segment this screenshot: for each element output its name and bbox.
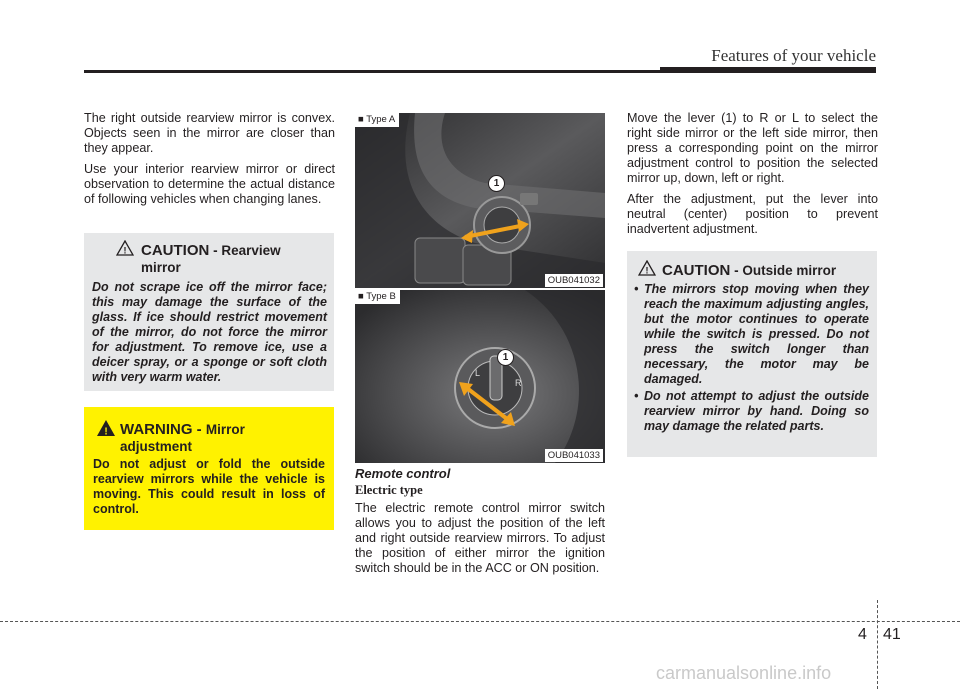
caution-triangle-icon [116, 240, 134, 256]
caution-triangle-icon [638, 260, 656, 276]
footer-rule [0, 621, 960, 622]
remote-control-heading: Remote control [355, 466, 451, 481]
svg-text:!: ! [645, 265, 649, 276]
section-title: Features of your vehicle [711, 46, 876, 65]
photo-type-b [355, 290, 605, 463]
photo-type-a [355, 113, 605, 288]
interior-mirror-paragraph: Use your interior rearview mirror or direct observation to determine the actual distance of following vehicles when changing lanes. [84, 162, 335, 206]
callout-1-badge: 1 [488, 175, 505, 192]
electric-type-subheading: Electric type [355, 483, 423, 497]
warning-body: Do not adjust or fold the outside rearview mirrors while the vehicle is moving. This could result in loss of control. [93, 457, 325, 516]
caution-outside-list [634, 282, 869, 434]
photo-b-code: OUB041033 [545, 449, 603, 462]
callout-1-badge: 1 [497, 349, 514, 366]
watermark: carmanualsonline.info [656, 663, 832, 683]
caution-rearview-heading [141, 242, 321, 276]
footer-divider [877, 600, 878, 689]
warning-label: WARNING - [120, 421, 206, 438]
remote-control-body: The electric remote control mirror switch allows you to adjust the position of the left and right outside rearview mirrors. To adjust the position of either mirror the ignition switch should be in the ACC or ON position. [355, 501, 605, 575]
mirror-switch-type-a-illustration [355, 113, 605, 288]
svg-text:R: R [515, 378, 522, 388]
type-a-label: ■ Type A [355, 113, 399, 127]
neutral-position-paragraph: After the adjustment, put the lever into neutral (center) position to prevent inadvertent adjustment. [627, 192, 878, 236]
lever-instruction-paragraph: Move the lever (1) to R or L to select the right side mirror or the left side mirror, then press a corresponding point on the mirror adjustment control to position the selected mirror up, down, left or right. [627, 111, 878, 185]
warning-heading [120, 421, 320, 455]
right-column [627, 111, 878, 243]
bullet-icon: • [634, 282, 639, 296]
caution-rearview-box [84, 233, 334, 391]
convex-mirror-paragraph: The right outside rearview mirror is convex. Objects seen in the mirror are closer than they appear. [84, 111, 335, 155]
svg-text:L: L [475, 368, 481, 378]
caution-rearview-title: - Rearview mirror [141, 243, 281, 275]
caution-label: CAUTION [662, 262, 731, 279]
svg-text:!: ! [104, 426, 108, 437]
left-column [84, 111, 335, 213]
type-b-label: ■ Type B [355, 290, 400, 304]
caution-outside-box [627, 251, 877, 457]
caution-bullet-1: The mirrors stop moving when they reach the maximum adjusting angles, but the motor continues to operate while the switch is pressed. Do not press the switch longer than necessary, the motor may be damaged. [644, 282, 869, 386]
caution-outside-heading [662, 262, 872, 279]
caution-bullet-2: Do not attempt to adjust the outside rearview mirror by hand. Doing so may damage the related parts. [644, 389, 869, 433]
svg-text:!: ! [123, 245, 127, 256]
header-rule-accent [660, 67, 876, 73]
chapter-number: 4 [858, 626, 867, 643]
list-item [634, 282, 869, 387]
photo-a-code: OUB041032 [545, 274, 603, 287]
list-item [634, 389, 869, 434]
mirror-switch-type-b-illustration [355, 290, 605, 463]
page-number: 41 [883, 626, 901, 643]
caution-label: CAUTION [141, 242, 210, 259]
warning-triangle-icon [96, 419, 116, 437]
caution-outside-title: - Outside mirror [730, 263, 837, 278]
caution-rearview-body: Do not scrape ice off the mirror face; this may damage the surface of the glass. If ice should restrict movement of the mirror, do not force the mirror for adjustment. To remove ice, use a deicer spray, or a sponge or soft cloth with very warm water. [92, 280, 327, 384]
bullet-icon: • [634, 389, 639, 403]
remote-control-section [355, 466, 605, 576]
warning-title: Mirror adjustment [120, 422, 245, 454]
warning-mirror-box [84, 407, 334, 530]
